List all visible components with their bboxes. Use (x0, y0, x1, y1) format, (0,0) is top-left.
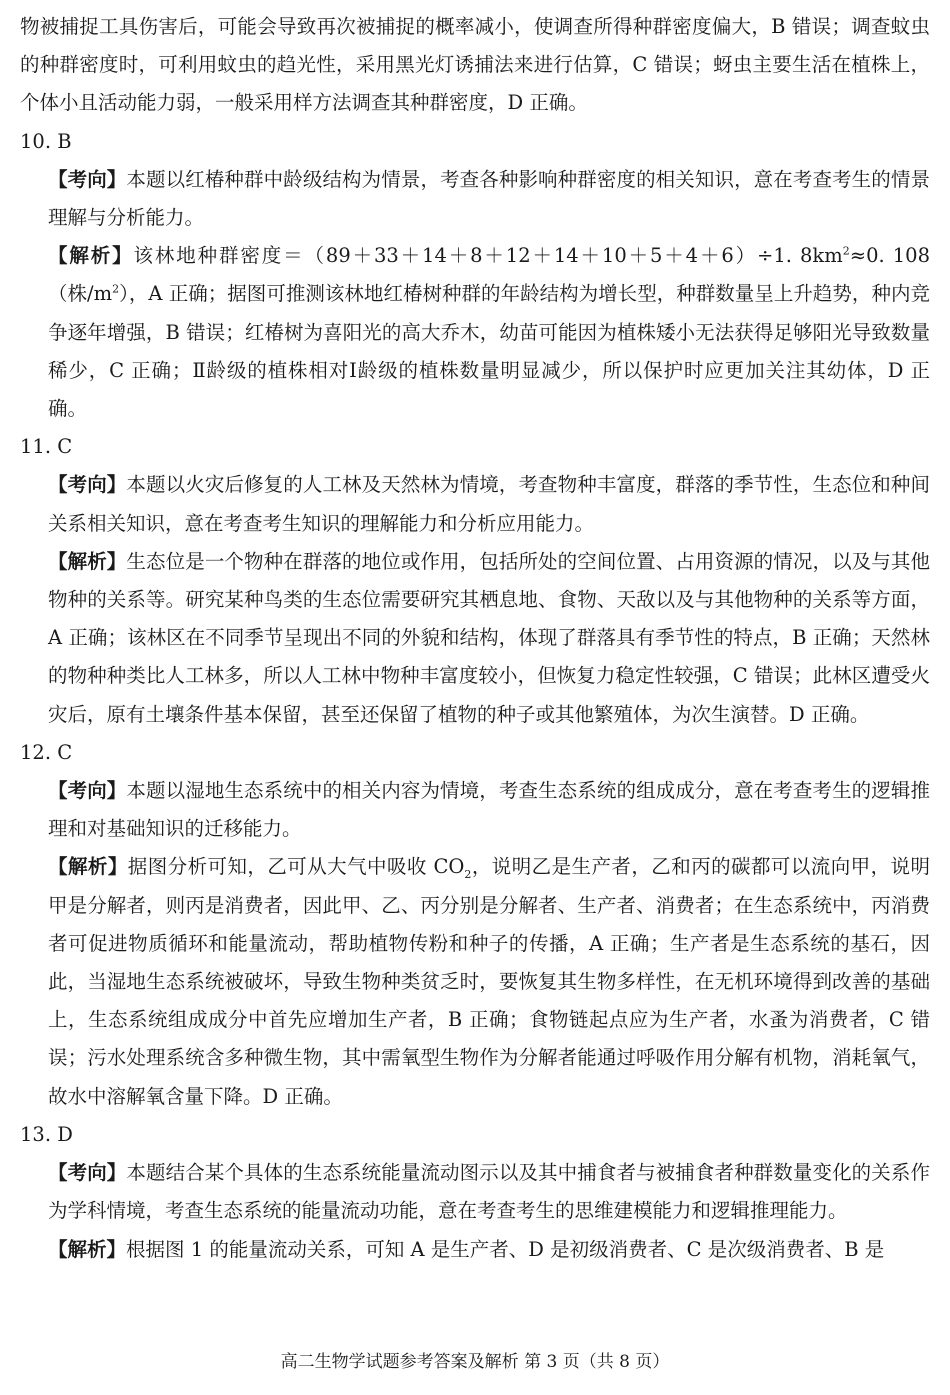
q13-jiexi (20, 1231, 930, 1269)
q11-jiexi (20, 543, 930, 734)
jiexi-tag: 【解析】 (48, 244, 134, 268)
q11-kaoxiang-text: 本题以火灾后修复的人工林及天然林为情境，考查物种丰富度，群落的季节性，生态位和种间关系相关知识，意在考查考生知识的理解能力和分析应用能力。 (48, 473, 930, 535)
jiexi-tag: 【解析】 (48, 855, 128, 879)
q13-jiexi-text: 根据图 1 的能量流动关系，可知 A 是生产者、D 是初级消费者、C 是次级消费者、B 是 (126, 1237, 885, 1261)
q10-jiexi-text-b: ≈0. 108（株/m (48, 244, 930, 306)
intro-paragraph: 物被捕捉工具伤害后，可能会导致再次被捕捉的概率减小，使调查所得种群密度偏大，B 错误；调查蚊虫的种群密度时，可利用蚊虫的趋光性，采用黑光灯诱捕法来进行估算，C 错误；蚜虫主要生活在植株上，个体小且活动能力弱，一般采用样方法调查其种群密度，D 正确。 (20, 15, 930, 115)
q11-jiexi-text: 生态位是一个物种在群落的地位或作用，包括所处的空间位置、占用资源的情况，以及与其他物种的关系等。研究某种鸟类的生态位需要研究其栖息地、食物、天敌以及与其他物种的关系等方面，A 正确；该林区在不同季节呈现出不同的外貌和结构，体现了群落具有季节性的特点，B 正确；天然林的物种种类比人工林多，所以人工林中物种丰富度较小，但恢复力稳定性较强，C 错误；此林区遭受火灾后，原有土壤条件基本保留，甚至还保留了植物的种子或其他繁殖体，为次生演替。D 正确。 (48, 549, 930, 726)
q12-co2-subscript: 2 (464, 868, 472, 882)
kaoxiang-tag: 【考向】 (48, 167, 127, 191)
q13-kaoxiang-text: 本题结合某个具体的生态系统能量流动图示以及其中捕食者与被捕食者种群数量变化的关系作为学科情境，考查生态系统的能量流动功能，意在考查考生的思维建模能力和逻辑推理能力。 (48, 1161, 930, 1223)
q12-jiexi-text-a: 据图分析可知，乙可从大气中吸收 CO (127, 855, 465, 879)
q13-kaoxiang (20, 1154, 930, 1230)
q11-kaoxiang (20, 466, 930, 542)
q10-jiexi-text-c: ），A 正确；据图可推测该林地红椿树种群的年龄结构为增长型，种群数量呈上升趋势，种内竞争逐年增强，B 错误；红椿树为喜阳光的高大乔木，幼苗可能因为植株矮小无法获得足够阳光导致数量稀少，C 正确；Ⅱ龄级的植株相对Ⅰ龄级的植株数量明显减少，所以保护时应更加关注其幼体，D 正确。 (48, 282, 930, 421)
q10-sup-2: 2 (112, 282, 120, 296)
q10-sup-1: 2 (842, 244, 850, 258)
question-13-answer: 13. D (20, 1122, 73, 1146)
q12-kaoxiang (20, 772, 930, 848)
question-11-answer: 11. C (20, 435, 73, 459)
kaoxiang-tag: 【考向】 (48, 473, 127, 497)
kaoxiang-tag: 【考向】 (48, 779, 127, 803)
q10-kaoxiang (20, 161, 930, 237)
q10-jiexi (20, 237, 930, 428)
question-12-answer: 12. C (20, 740, 73, 764)
q12-jiexi-text-b: ，说明乙是生产者，乙和丙的碳都可以流向甲，说明甲是分解者，则丙是消费者，因此甲、乙、丙分别是分解者、生产者、消费者；在生态系统中，丙消费者可促进物质循环和能量流动，帮助植物传粉和种子的传播，A 正确；生产者是生态系统的基石，因此，当湿地生态系统被破坏，导致生物种类贫乏时，要恢复其生物多样性，在无机环境得到改善的基础上，生态系统组成成分中首先应增加生产者，B 正确；食物链起点应为生产者，水蚤为消费者，C 错误；污水处理系统含多种微生物，其中需氧型生物作为分解者能通过呼吸作用分解有机物，消耗氧气，故水中溶解氧含量下降。D 正确。 (48, 855, 930, 1108)
q10-kaoxiang-text: 本题以红椿种群中龄级结构为情景，考查各种影响种群密度的相关知识，意在考查考生的情景理解与分析能力。 (48, 167, 930, 230)
jiexi-tag: 【解析】 (48, 1237, 127, 1261)
kaoxiang-tag: 【考向】 (48, 1161, 127, 1185)
question-10-answer: 10. B (20, 129, 72, 153)
q12-jiexi (20, 848, 930, 1115)
q10-jiexi-text-a: 该林地种群密度＝（89＋33＋14＋8＋12＋14＋10＋5＋4＋6）÷1. 8km (133, 244, 843, 268)
q12-kaoxiang-text: 本题以湿地生态系统中的相关内容为情境，考查生态系统的组成成分，意在考查考生的逻辑推理和对基础知识的迁移能力。 (48, 779, 930, 841)
jiexi-tag: 【解析】 (48, 549, 127, 573)
page-footer: 高二生物学试题参考答案及解析 第 3 页（共 8 页） (280, 1352, 670, 1372)
